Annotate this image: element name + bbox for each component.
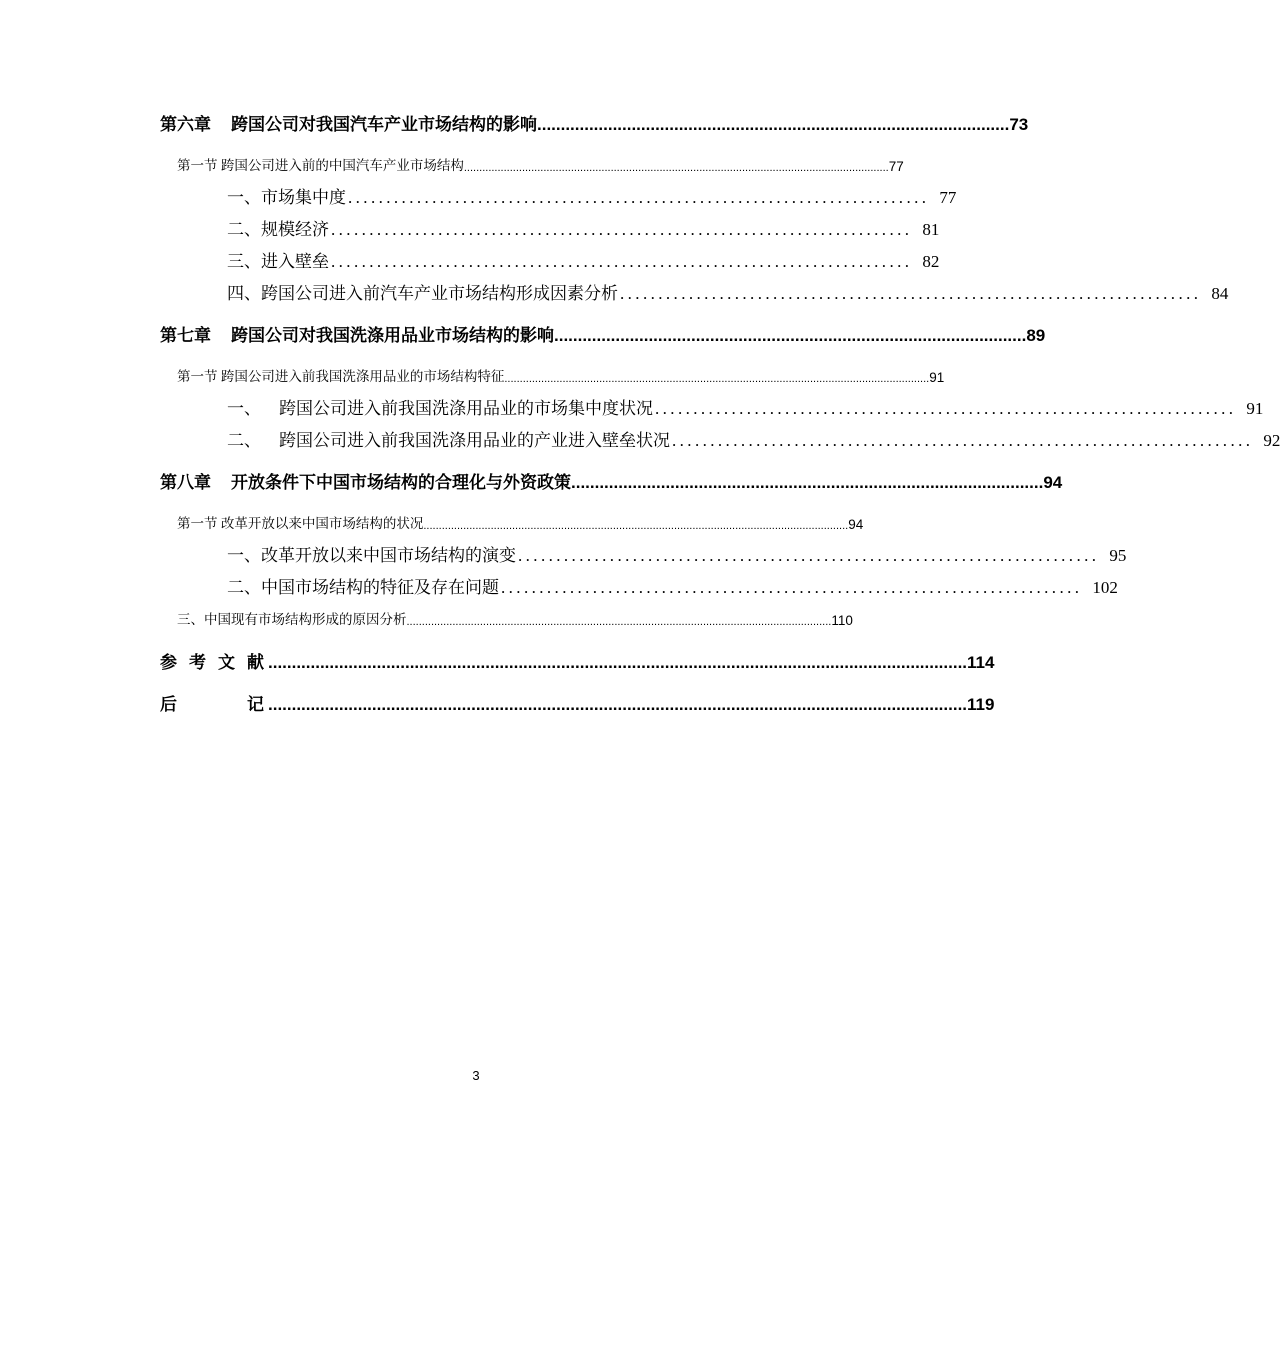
toc-subsection-6-1-2[interactable] bbox=[227, 216, 940, 240]
dot-leader: ............................................................................ bbox=[655, 399, 1237, 418]
label-char: 后 bbox=[160, 695, 177, 714]
subsection-text: 跨国公司进入前我国洗涤用品业的产业进入壁垒状况 bbox=[279, 431, 670, 450]
subsection-text: 跨国公司进入前我国洗涤用品业的市场集中度状况 bbox=[279, 399, 653, 418]
toc-page-number: 73 bbox=[1009, 115, 1029, 134]
dot-leader: ............................................................................ bbox=[620, 284, 1202, 303]
dot-leader: .................................................................................................... bbox=[537, 115, 1010, 134]
toc-subsection-6-1-1[interactable] bbox=[227, 184, 957, 208]
label-char: 记 bbox=[247, 695, 264, 714]
chapter-title: 开放条件下中国市场结构的合理化与外资政策 bbox=[231, 473, 571, 492]
dot-leader: .................................................................................................... bbox=[554, 326, 1027, 345]
toc-subsection-7-1-1[interactable] bbox=[227, 395, 1264, 419]
dot-leader: ............................................................................ bbox=[331, 220, 913, 239]
dot-leader: ............................................................................ bbox=[672, 431, 1254, 450]
subsection-title bbox=[227, 426, 670, 451]
subsection-title: 三、进入壁垒 bbox=[227, 252, 329, 271]
label-char: 献 bbox=[247, 653, 264, 672]
chapter-number: 第七章 bbox=[160, 326, 211, 345]
toc-page-number: 94 bbox=[848, 517, 864, 532]
footer-page-number: 3 bbox=[472, 1068, 480, 1083]
dot-leader: ........................................................................................................................................... bbox=[423, 520, 849, 532]
toc-section-8-1[interactable] bbox=[177, 512, 864, 532]
subsection-prefix: 二、 bbox=[227, 431, 261, 450]
toc-subsection-7-1-2[interactable] bbox=[227, 427, 1280, 451]
toc-section-8-1-3[interactable] bbox=[177, 608, 853, 628]
subsection-title: 一、市场集中度 bbox=[227, 188, 346, 207]
toc-page-number: 91 bbox=[1246, 399, 1264, 418]
subsection-title: 二、规模经济 bbox=[227, 220, 329, 239]
toc-page-number: 102 bbox=[1092, 578, 1118, 597]
toc-subsection-8-1-1[interactable] bbox=[227, 542, 1127, 566]
subsection-title: 四、跨国公司进入前汽车产业市场结构形成因素分析 bbox=[227, 284, 618, 303]
dot-leader: ............................................................................ bbox=[331, 252, 913, 271]
label-char: 考 bbox=[189, 653, 206, 672]
dot-leader: .................................................................................................................................................... bbox=[268, 695, 968, 714]
dot-leader: ............................................................................ bbox=[518, 546, 1100, 565]
chapter-title: 跨国公司对我国洗涤用品业市场结构的影响 bbox=[231, 326, 554, 345]
dot-leader: .................................................................................................................................................... bbox=[268, 653, 968, 672]
toc-page-number: 77 bbox=[939, 188, 957, 207]
references-label bbox=[160, 648, 264, 673]
subsection-prefix: 一、 bbox=[227, 399, 261, 418]
toc-page-number: 82 bbox=[922, 252, 940, 271]
toc-section-6-1[interactable] bbox=[177, 154, 904, 174]
toc-subsection-8-1-2[interactable] bbox=[227, 574, 1118, 598]
chapter-number: 第六章 bbox=[160, 115, 211, 134]
toc-page-number: 119 bbox=[967, 695, 995, 714]
section-title: 第一节 跨国公司进入前我国洗涤用品业的市场结构特征 bbox=[177, 369, 505, 384]
toc-page-number: 77 bbox=[888, 159, 904, 174]
postscript-label bbox=[160, 690, 264, 715]
dot-leader: ........................................................................................................................................... bbox=[406, 616, 832, 628]
toc-chapter-label bbox=[160, 321, 554, 346]
toc-subsection-6-1-4[interactable] bbox=[227, 280, 1229, 304]
toc-page-number: 81 bbox=[922, 220, 940, 239]
toc-section-7-1[interactable] bbox=[177, 365, 945, 385]
chapter-title: 跨国公司对我国汽车产业市场结构的影响 bbox=[231, 115, 537, 134]
toc-page-number: 114 bbox=[967, 653, 995, 672]
dot-leader: .................................................................................................... bbox=[571, 473, 1044, 492]
label-char: 参 bbox=[160, 653, 177, 672]
subsection-title: 二、中国市场结构的特征及存在问题 bbox=[227, 578, 499, 597]
toc-page-number: 91 bbox=[929, 370, 945, 385]
dot-leader: ........................................................................................................................................... bbox=[504, 373, 930, 385]
toc-chapter-7[interactable] bbox=[160, 322, 1046, 346]
label-char: 文 bbox=[218, 653, 235, 672]
section-title: 第一节 改革开放以来中国市场结构的状况 bbox=[177, 516, 424, 531]
toc-chapter-8[interactable] bbox=[160, 469, 1063, 493]
toc-chapter-label bbox=[160, 468, 571, 493]
toc-page-number: 92 bbox=[1263, 431, 1280, 450]
section-title: 第一节 跨国公司进入前的中国汽车产业市场结构 bbox=[177, 158, 464, 173]
toc-page-number: 94 bbox=[1043, 473, 1063, 492]
toc-references[interactable] bbox=[160, 649, 995, 673]
dot-leader: ............................................................................ bbox=[501, 578, 1083, 597]
subsection-title: 一、改革开放以来中国市场结构的演变 bbox=[227, 546, 516, 565]
toc-subsection-6-1-3[interactable] bbox=[227, 248, 940, 272]
toc-postscript[interactable] bbox=[160, 691, 995, 715]
dot-leader: ............................................................................ bbox=[348, 188, 930, 207]
toc-page-number: 89 bbox=[1026, 326, 1046, 345]
toc-page-number: 110 bbox=[831, 613, 853, 628]
chapter-number: 第八章 bbox=[160, 473, 211, 492]
toc-page-number: 84 bbox=[1211, 284, 1229, 303]
toc-page-number: 95 bbox=[1109, 546, 1127, 565]
subsection-title bbox=[227, 394, 653, 419]
section-title: 三、中国现有市场结构形成的原因分析 bbox=[177, 612, 407, 627]
dot-leader: ........................................................................................................................................... bbox=[463, 162, 889, 174]
toc-chapter-6[interactable] bbox=[160, 111, 1029, 135]
toc-chapter-label bbox=[160, 110, 537, 135]
